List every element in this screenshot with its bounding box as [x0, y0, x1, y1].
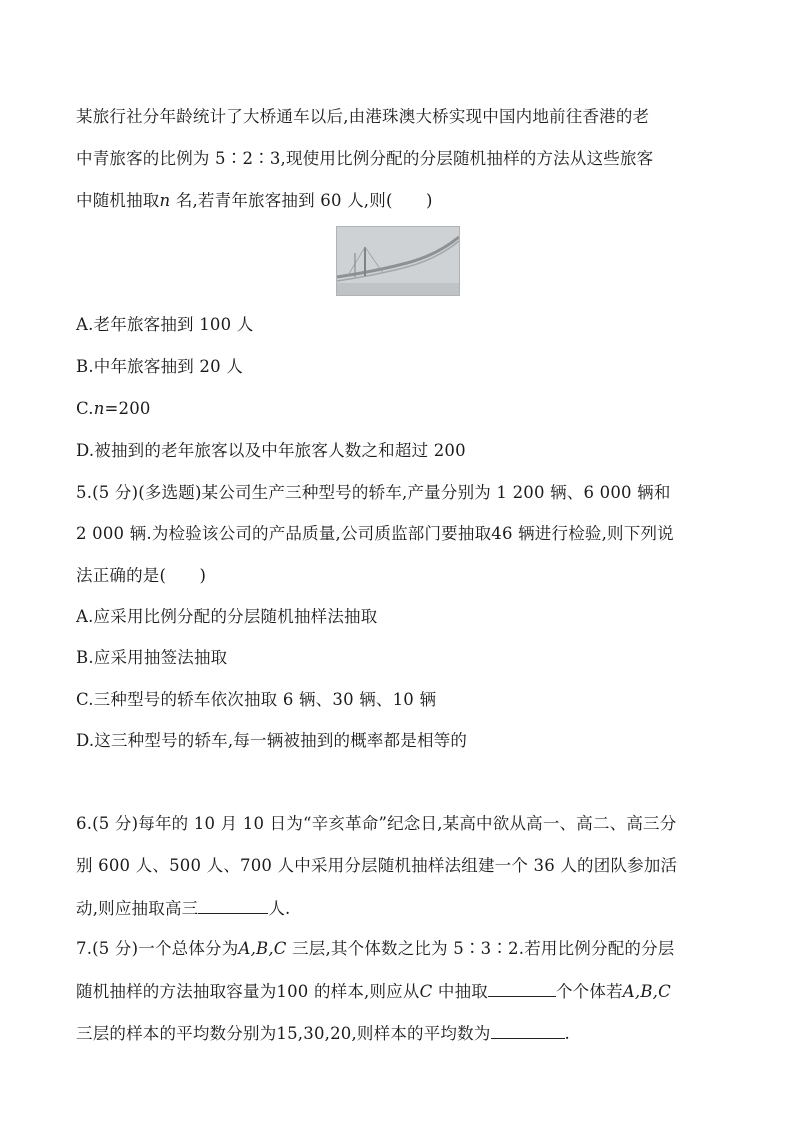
problem4-option-c-var: n [93, 399, 105, 418]
problem6-line1: 6.(5 分)每年的 10 月 10 日为“辛亥革命”纪念日,某高中欲从高一、高二、高三分 [76, 814, 677, 833]
problem6-line3-text-a: 动,则应抽取高三 [76, 899, 199, 918]
problem7-line3-text-b: . [564, 1024, 570, 1043]
problem6-line2: 别 600 人、500 人、700 人中采用分层随机抽样法组建一个 36 人的团队参加活 [76, 856, 678, 875]
problem4-var-n: n [159, 191, 171, 210]
problem4-option-c [76, 398, 736, 420]
problem4-option-d: D.被抽到的老年旅客以及中年旅客人数之和超过 200 [76, 441, 466, 460]
problem7-line1-text-b: 三层,其个体数之比为 5∶3∶2.若用比例分配的分层 [286, 939, 675, 958]
problem7-line1-text-a: 7.(5 分)一个总体分为 [76, 939, 239, 958]
problem7-line1 [76, 938, 736, 960]
problem5-option-a: A.应采用比例分配的分层随机抽样法抽取 [76, 607, 378, 626]
answer-blank-6[interactable] [198, 897, 268, 914]
problem7-line2 [76, 980, 736, 1003]
bridge-photo-icon [337, 227, 459, 295]
problem7-line2-text-b: 中抽取 [432, 982, 488, 1001]
problem6-line3 [76, 897, 736, 920]
problem5-option-d: D.这三种型号的轿车,每一辆被抽到的概率都是相等的 [76, 731, 468, 750]
problem4-option-c-suffix: =200 [104, 399, 151, 418]
problem7-var-abc-2: A,B,C [622, 982, 671, 1001]
problem7-line3 [76, 1022, 736, 1045]
problem4-option-a: A.老年旅客抽到 100 人 [76, 315, 254, 334]
problem5-option-b: B.应采用抽签法抽取 [76, 648, 228, 667]
answer-blank-7a[interactable] [488, 980, 556, 997]
problem4-line1: 某旅行社分年龄统计了大桥通车以后,由港珠澳大桥实现中国内地前往香港的老 [76, 107, 650, 126]
bridge-photo [336, 226, 460, 296]
problem7-line2-text-a: 随机抽样的方法抽取容量为100 的样本,则应从 [76, 982, 420, 1001]
problem5-line3: 法正确的是( ) [76, 566, 207, 585]
problem4-line2: 中青旅客的比例为 5∶2∶3,现使用比例分配的分层随机抽样的方法从这些旅客 [76, 149, 654, 168]
problem4-option-b: B.中年旅客抽到 20 人 [76, 357, 243, 376]
problem7-line2-text-c: 个个体若 [555, 982, 623, 1001]
problem5-line2: 2 000 辆.为检验该公司的产品质量,公司质监部门要抽取46 辆进行检验,则下列说 [76, 524, 674, 543]
problem5-option-c: C.三种型号的轿车依次抽取 6 辆、30 辆、10 辆 [76, 690, 437, 709]
problem4-line3 [76, 190, 736, 212]
answer-blank-7b[interactable] [491, 1022, 565, 1039]
problem7-var-c: C [419, 982, 433, 1001]
problem7-var-abc: A,B,C [238, 939, 287, 958]
problem4-line3-text-a: 中随机抽取 [76, 191, 160, 210]
problem4-option-c-prefix: C. [76, 399, 94, 418]
problem7-line3-text-a: 三层的样本的平均数分别为15,30,20,则样本的平均数为 [76, 1024, 491, 1043]
problem4-line3-text-b: 名,若青年旅客抽到 60 人,则( ) [170, 191, 433, 210]
problem6-line3-text-b: 人. [268, 899, 291, 918]
problem5-line1: 5.(5 分)(多选题)某公司生产三种型号的轿车,产量分别为 1 200 辆、6 000 辆和 [76, 483, 671, 502]
